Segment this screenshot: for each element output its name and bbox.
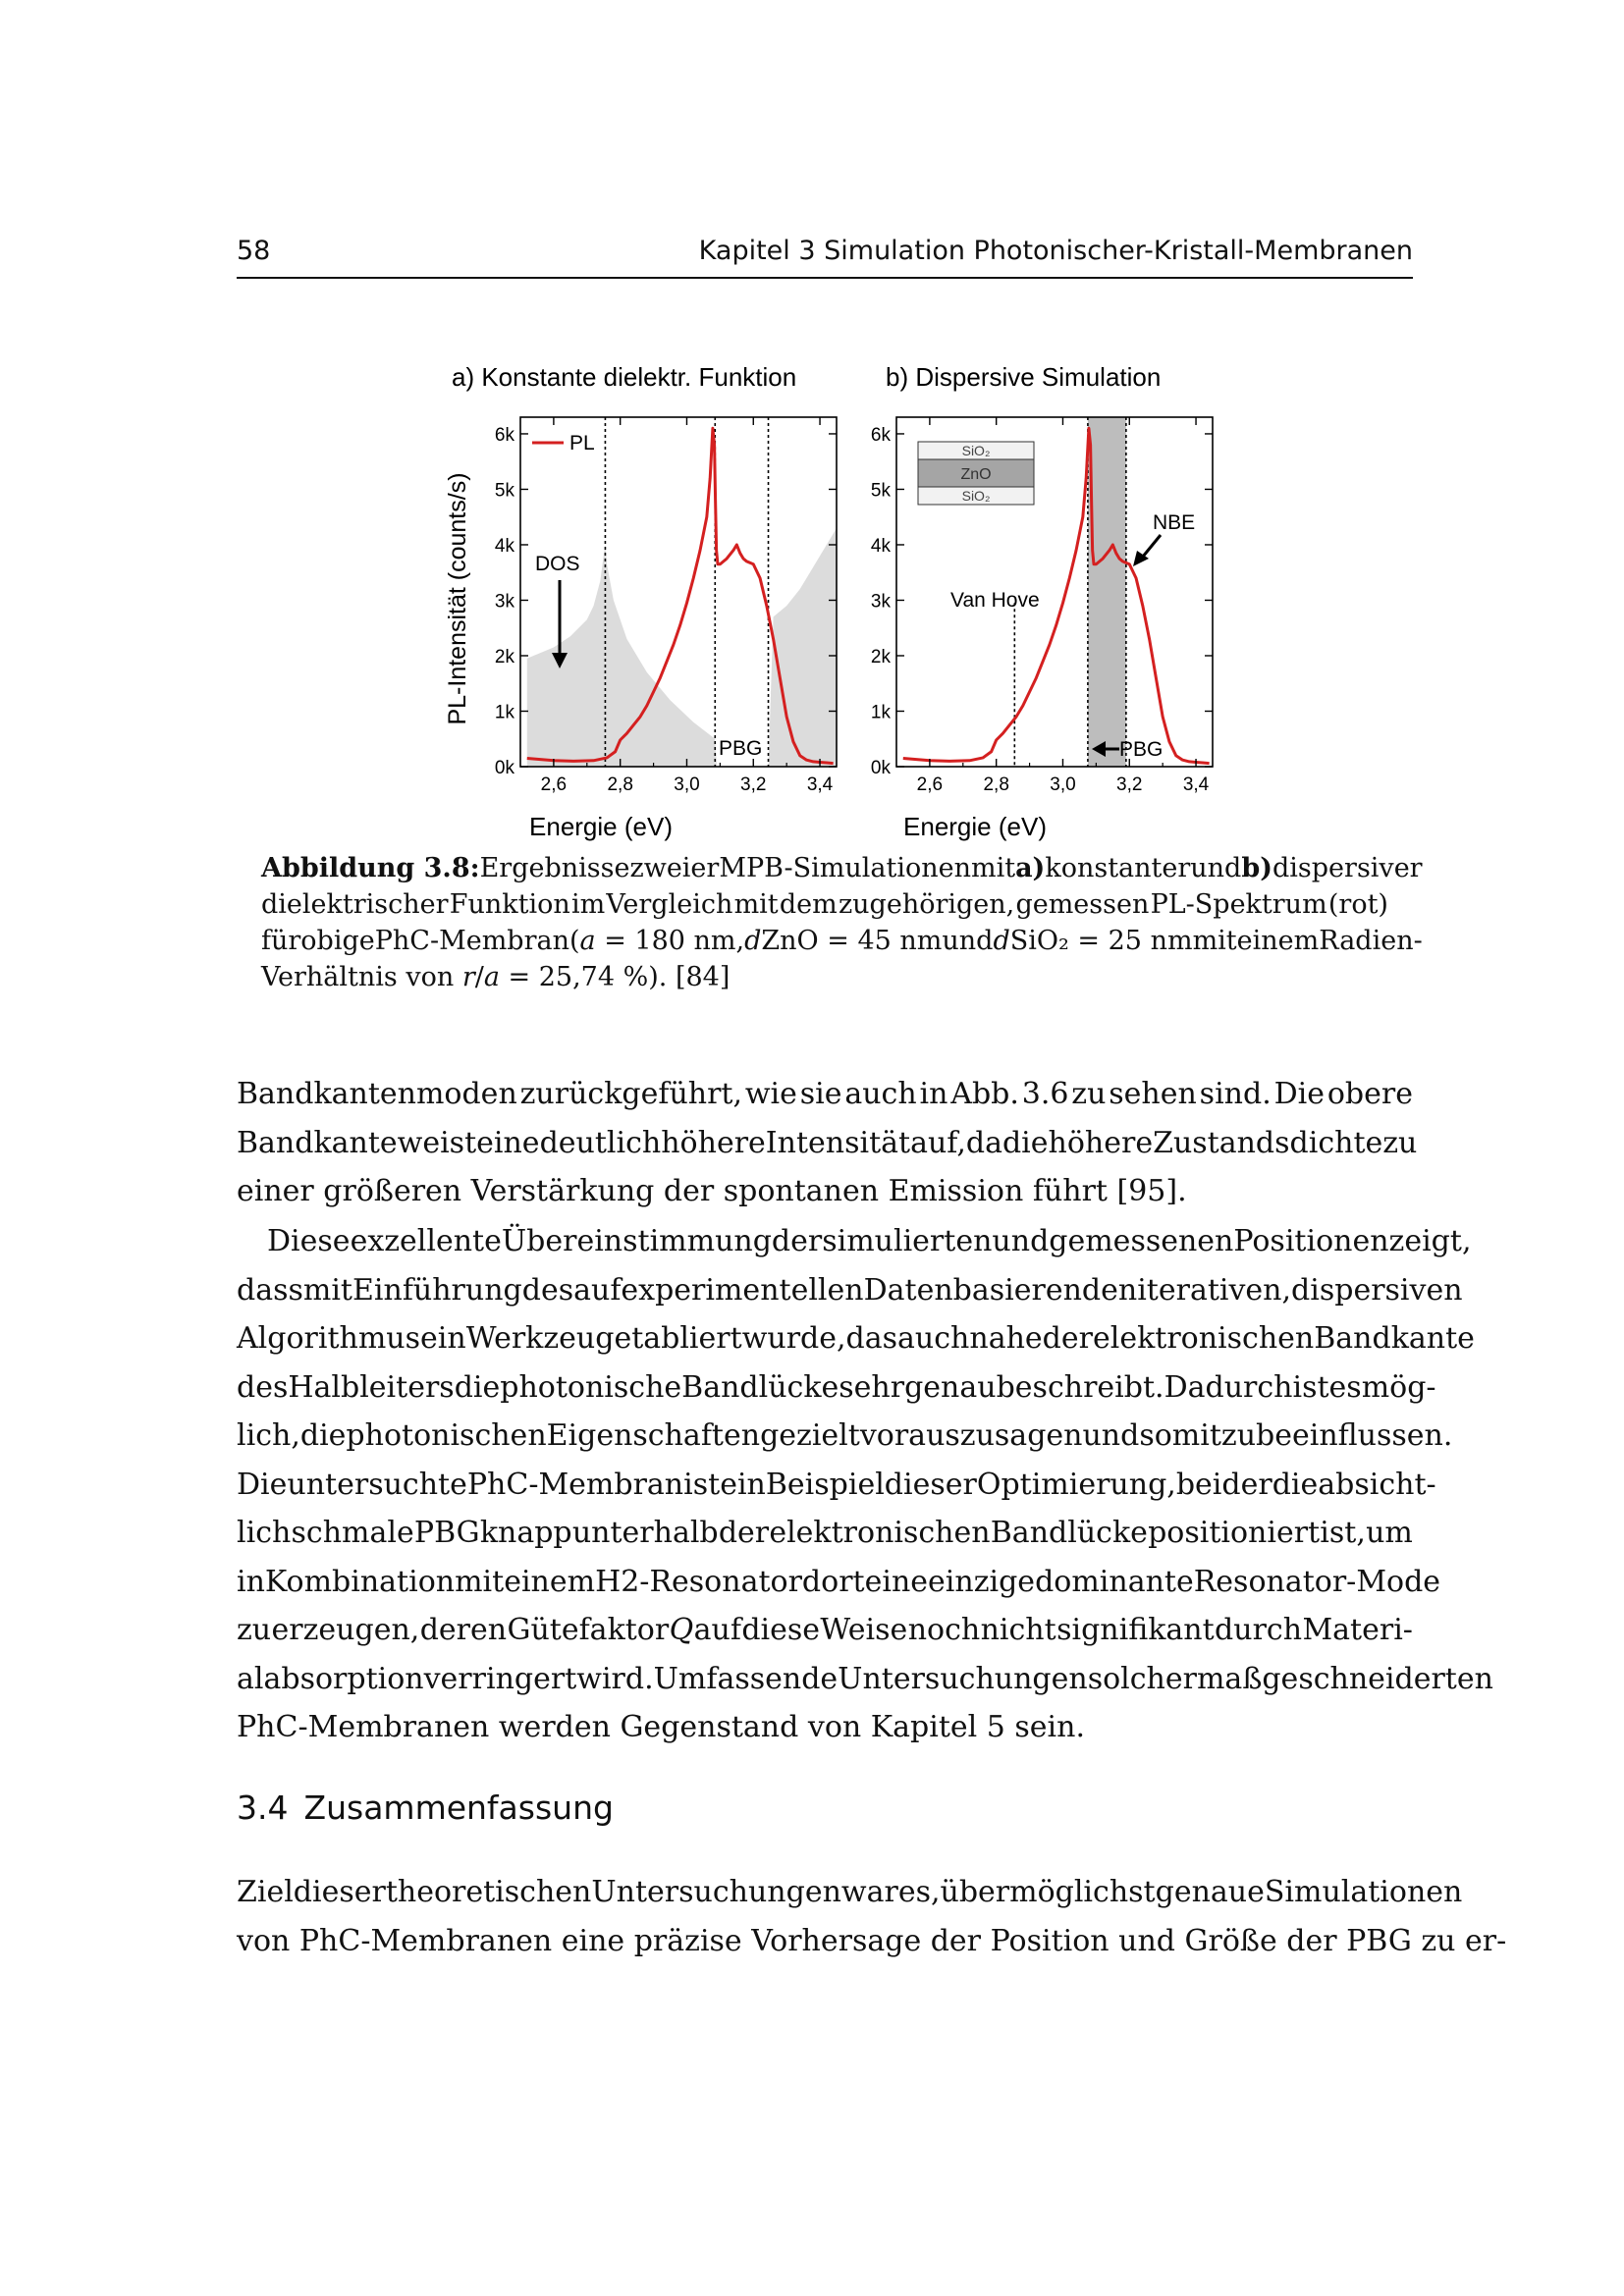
text-line: alabsorption verringert wird. Umfassende Untersuchungen solcher maßgeschneiderten — [237, 1661, 1493, 1696]
y-tick-label: 3k — [870, 591, 891, 613]
nbe-arrow — [1143, 535, 1161, 557]
text-line: des Halbleiters die photonische Bandlücke sehr genau beschreibt. Dadurch ist es mög- — [237, 1369, 1436, 1405]
panel-a-title: a) Konstante dielektr. Funktion — [452, 362, 797, 392]
y-tick-label: 2k — [494, 646, 514, 667]
x-tick-label: 2,8 — [983, 774, 1009, 795]
header-rule — [237, 277, 1413, 279]
x-axis-label-b: Energie (eV) — [903, 812, 1047, 841]
text-line: Die untersuchte PhC-Membran ist ein Beispiel dieser Optimierung, bei der die absicht- — [237, 1467, 1436, 1502]
inset-label-sio2-top: SiO₂ — [961, 443, 991, 458]
text-line: Diese exzellente Übereinstimmung der simulierten und gemessenen Positionen zeigt, — [267, 1224, 1472, 1258]
running-header — [237, 236, 1413, 279]
text-line: PhC-Membranen werden Gegenstand von Kapitel 5 sein. — [237, 1710, 1085, 1744]
x-axis-label-a: Energie (eV) — [529, 812, 673, 841]
x-tick-label: 3,2 — [1116, 774, 1143, 795]
caption-line: Verhältnis von 𝑟/𝑎 = 25,74 %). [84] — [261, 962, 731, 992]
paragraph-1 — [237, 1070, 1418, 1216]
panel-b-title: b) Dispersive Simulation — [886, 362, 1162, 392]
caption-line: dielektrischer Funktion im Vergleich mit dem zugehörigen, gemessen PL-Spektrum (rot) — [261, 889, 1388, 920]
y-tick-label: 3k — [494, 591, 514, 613]
x-tick-label: 3,4 — [1182, 774, 1210, 795]
y-tick-label: 1k — [494, 702, 514, 723]
x-tick-label: 3,2 — [740, 774, 767, 795]
section-title: Zusammenfassung — [303, 1789, 614, 1827]
legend-pl-label: PL — [569, 432, 595, 454]
x-tick-label: 2,6 — [916, 774, 944, 795]
label-pbg-b: PBG — [1119, 738, 1164, 761]
text-line: einer größeren Verstärkung der spontanen Emission führt [95]. — [237, 1174, 1187, 1208]
x-tick-label: 3,0 — [674, 774, 700, 795]
label-pbg-a: PBG — [719, 737, 763, 760]
label-nbe: NBE — [1153, 511, 1196, 534]
y-tick-label: 4k — [494, 535, 514, 557]
chapter-title: Kapitel 3 Simulation Photonischer-Kristall-Membranen — [698, 236, 1413, 266]
paragraph-2 — [237, 1217, 1493, 1752]
text-line: von PhC-Membranen eine präzise Vorhersage der Position und Größe der PBG zu er- — [237, 1923, 1507, 1958]
text-line: in Kombination mit einem H2-Resonator dort eine einzige dominante Resonator-Mode — [237, 1564, 1441, 1599]
y-tick-label: 5k — [494, 480, 514, 502]
label-dos: DOS — [535, 553, 580, 575]
y-tick-label: 6k — [870, 424, 891, 446]
inset-label-zno: ZnO — [960, 466, 992, 483]
text-line: dass mit Einführung des auf experimentellen Daten basierenden iterativen, dispersiven — [237, 1272, 1463, 1308]
section-heading — [237, 1789, 614, 1827]
layer-inset — [918, 442, 1034, 505]
label-van-hove: Van Hove — [950, 589, 1040, 612]
text-line: zu erzeugen, deren Gütefaktor 𝑄 auf diese Weise noch nicht signifikant durch Materi- — [237, 1613, 1413, 1647]
y-axis-label: PL-Intensität (counts/s) — [444, 472, 471, 725]
inset-label-sio2-bottom: SiO₂ — [961, 488, 991, 504]
text-line: lich, die photonischen Eigenschaften gezielt vorauszusagen und somit zu beeinflussen. — [237, 1418, 1453, 1453]
text-line: Algorithmus ein Werkzeug etabliert wurde, das auch nahe der elektronischen Bandkante — [237, 1321, 1475, 1356]
x-tick-label: 3,0 — [1050, 774, 1076, 795]
caption-line: für obige PhC-Membran (𝑎 = 180 nm, 𝑑ZnO = 45 nm und 𝑑SiO₂ = 25 nm mit einem Radien- — [261, 926, 1423, 956]
text-line: Ziel dieser theoretischen Untersuchungen war es, über möglichst genaue Simulationen — [237, 1875, 1463, 1909]
paragraph-3 — [237, 1868, 1507, 1965]
page-number: 58 — [237, 236, 271, 266]
y-tick-label: 0k — [494, 758, 514, 778]
caption-line: Abbildung 3.8: Ergebnisse zweier MPB-Simulationen mit a) konstanter und b) dispersiver — [261, 853, 1423, 883]
y-tick-label: 6k — [494, 424, 514, 446]
x-tick-label: 2,8 — [607, 774, 633, 795]
x-tick-label: 3,4 — [806, 774, 834, 795]
y-tick-label: 1k — [870, 702, 891, 723]
y-tick-label: 2k — [870, 646, 891, 667]
y-tick-label: 5k — [870, 480, 891, 502]
section-number: 3.4 — [237, 1789, 289, 1827]
x-tick-label: 2,6 — [540, 774, 568, 795]
y-tick-label: 4k — [870, 535, 891, 557]
pbg-band — [1088, 417, 1126, 767]
panel-a-chart — [495, 417, 837, 795]
text-line: lich schmale PBG knapp unterhalb der elektronischen Bandlücke positioniert ist, um — [237, 1516, 1413, 1550]
figure-caption — [261, 850, 1423, 995]
text-line: Bandkantenmoden zurückgeführt, wie sie auch in Abb. 3.6 zu sehen sind. Die obere — [237, 1077, 1413, 1111]
figure-3-8 — [432, 348, 1218, 849]
y-tick-label: 0k — [870, 758, 891, 778]
text-line: Bandkante weist eine deutlich höhere Intensität auf, da die höhere Zustandsdichte zu — [237, 1125, 1418, 1160]
